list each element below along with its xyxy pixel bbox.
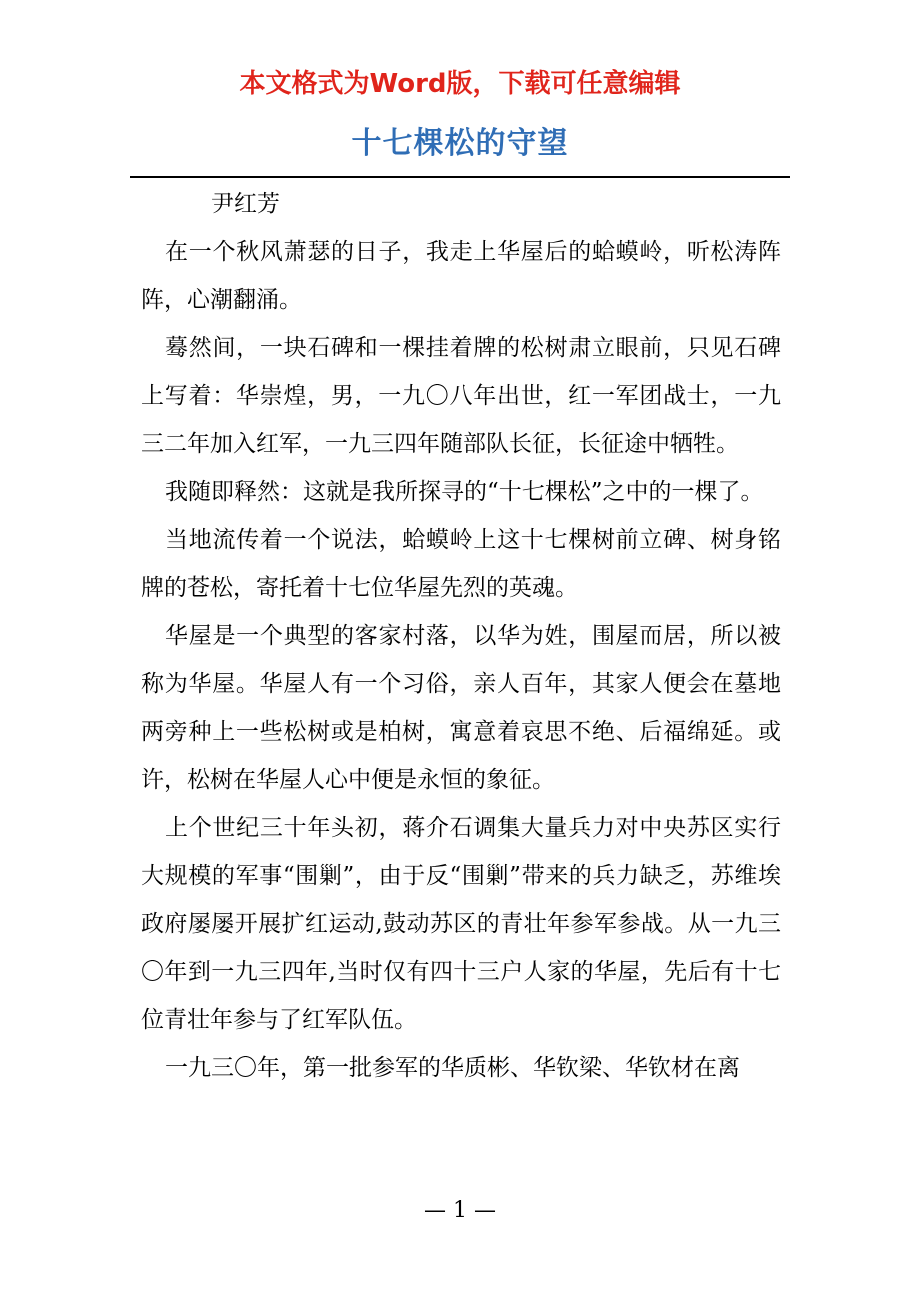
paragraph-3: 我随即释然：这就是我所探寻的“十七棵松”之中的一棵了。 <box>165 479 764 505</box>
format-banner: 本文格式为Word版，下载可任意编辑 <box>239 69 681 99</box>
paragraph-2: 蓦然间，一块石碑和一棵挂着牌的松树肃立眼前，只见石碑上写着：华崇煌，男，一九〇八年出世，红一军团战士，一九三二年加入红军，一九三四年随部队长征，长征途中牺牲。 <box>141 335 781 457</box>
page-number: — 1 — <box>424 1198 496 1223</box>
title-divider <box>130 176 790 178</box>
paragraph-1: 在一个秋风萧瑟的日子，我走上华屋后的蛤蟆岭，听松涛阵阵，心潮翻涌。 <box>141 239 781 313</box>
paragraph-4: 当地流传着一个说法，蛤蟆岭上这十七棵树前立碑、树身铭牌的苍松，寄托着十七位华屋先烈的英魂。 <box>141 527 781 601</box>
paragraph-7: 一九三〇年，第一批参军的华质彬、华钦梁、华钦材在离 <box>165 1055 740 1081</box>
author-name: 尹红芳 <box>211 191 280 217</box>
paragraph-5: 华屋是一个典型的客家村落，以华为姓，围屋而居，所以被称为华屋。华屋人有一个习俗，亲人百年，其家人便会在墓地两旁种上一些松树或是柏树，寓意着哀思不绝、后福绵延。或许，松树在华屋人心中便是永恒的象征。 <box>141 623 781 793</box>
page-title: 十七棵松的守望 <box>351 126 569 161</box>
article-body <box>141 180 781 1092</box>
paragraph-6: 上个世纪三十年头初，蒋介石调集大量兵力对中央苏区实行大规模的军事“围剿”，由于反“围剿”带来的兵力缺乏，苏维埃政府屡屡开展扩红运动,鼓动苏区的青壮年参军参战。从一九三〇年到一九三四年,当时仅有四十三户人家的华屋，先后有十七位青壮年参与了红军队伍。 <box>141 815 781 1033</box>
